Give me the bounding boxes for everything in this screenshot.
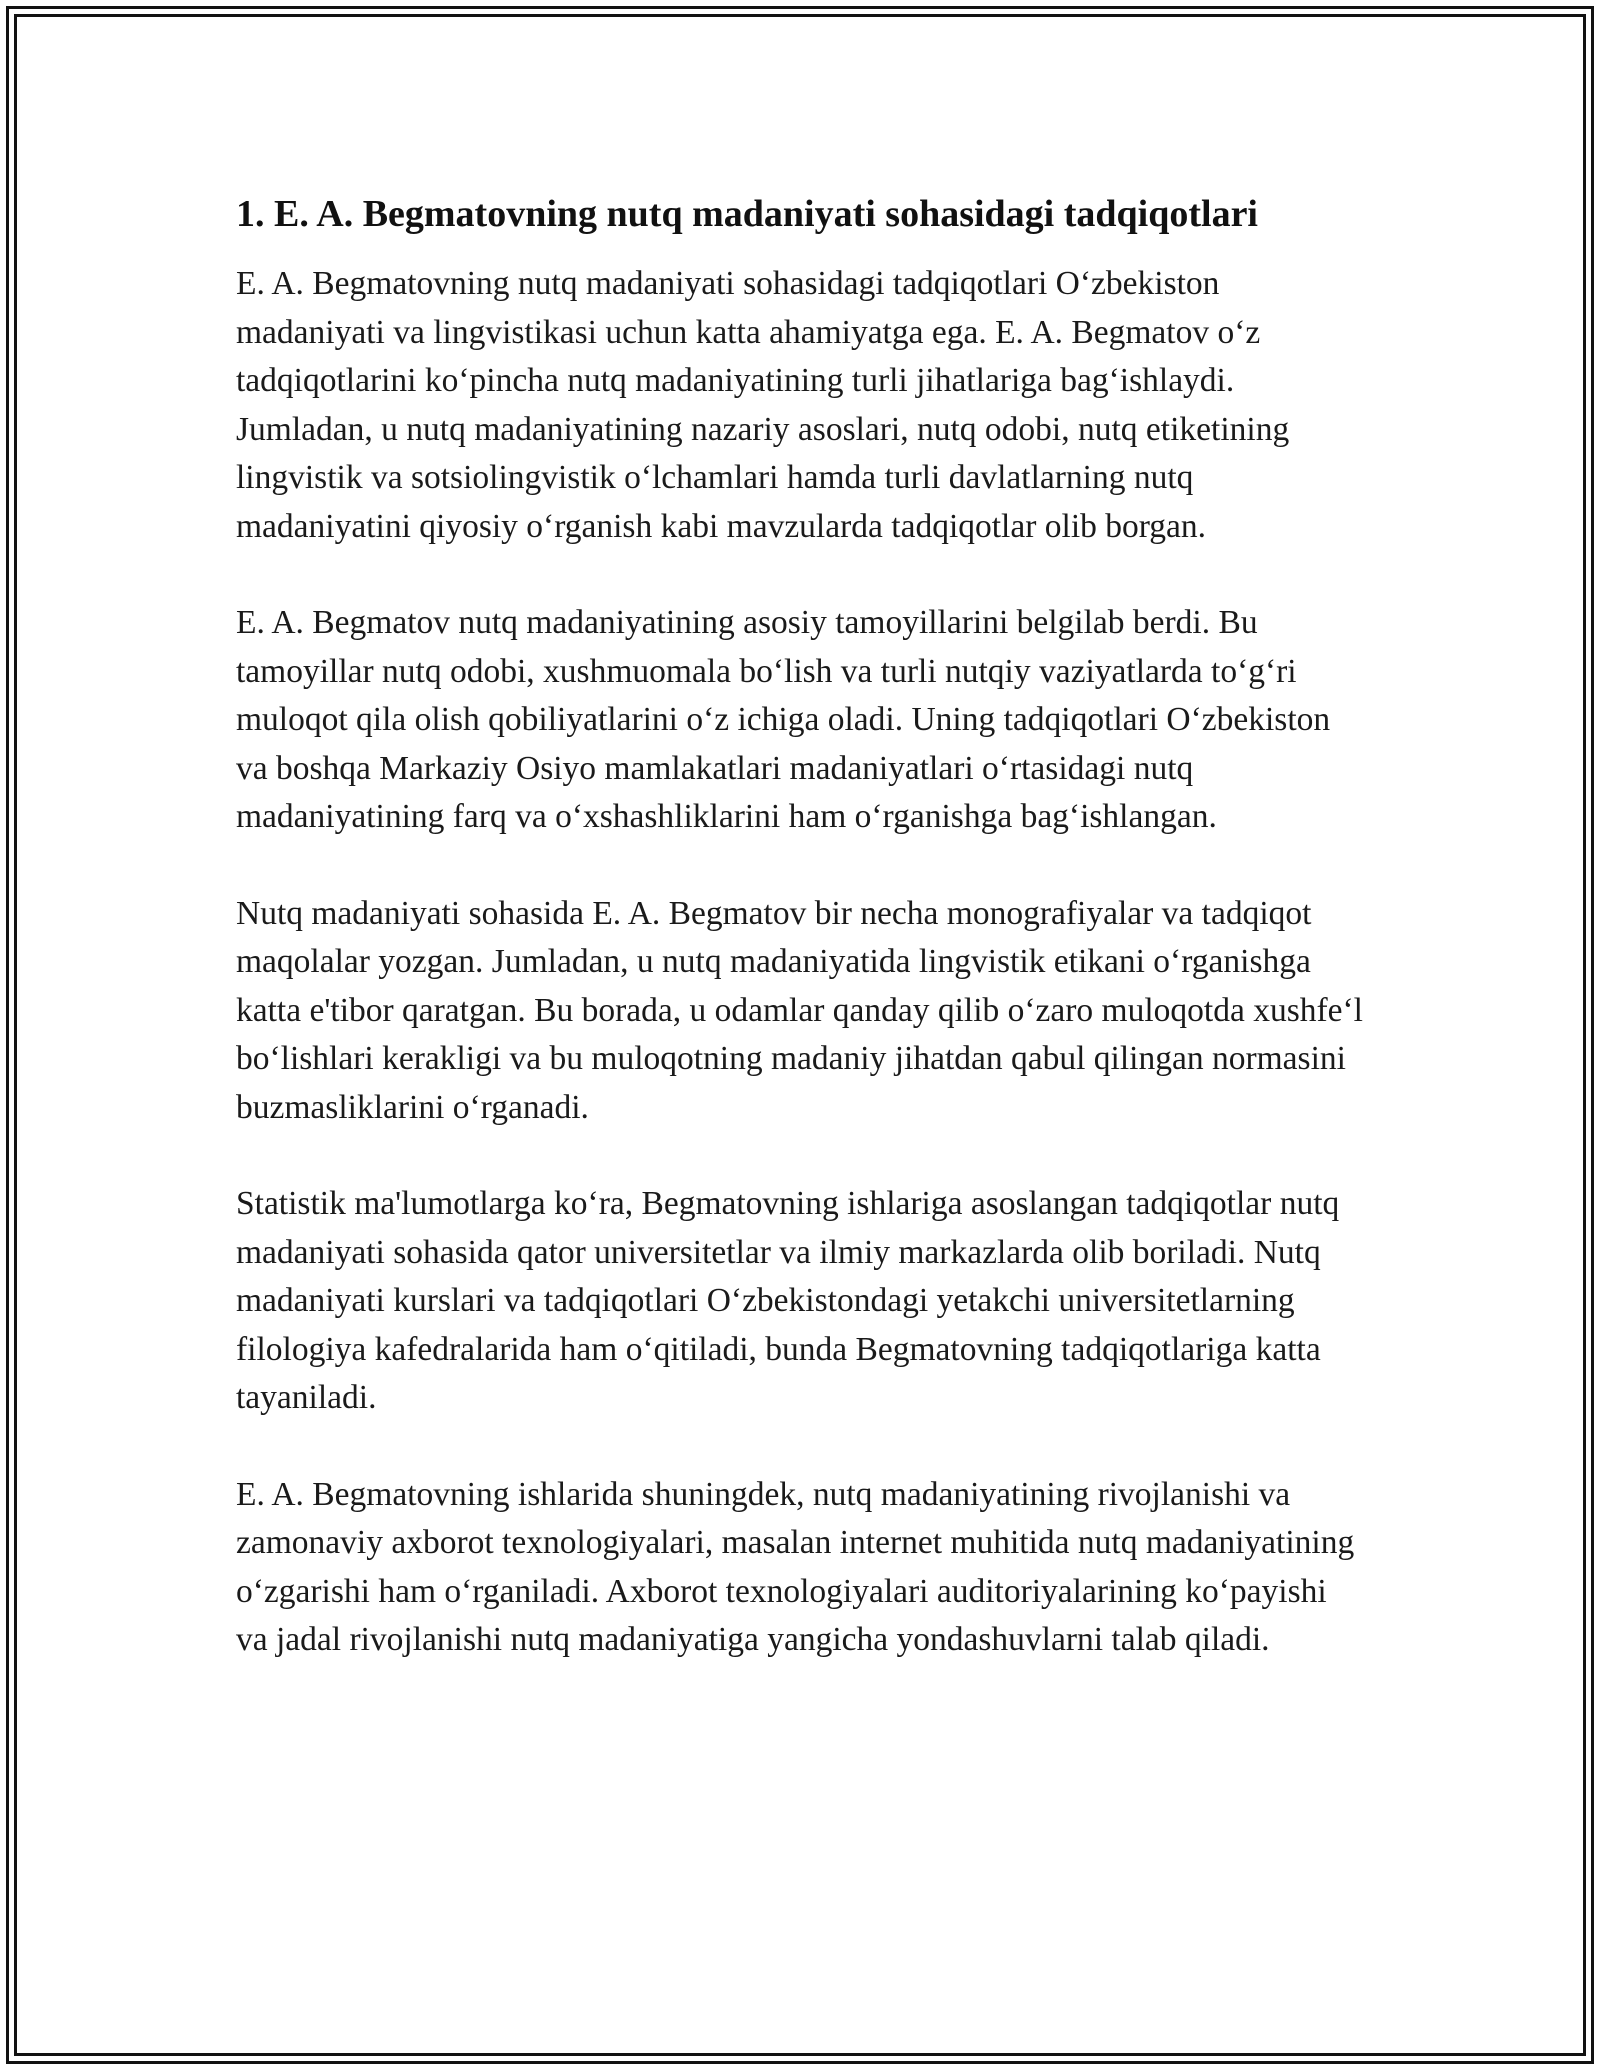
paragraph-4: Statistik ma'lumotlarga ko‘ra, Begmatovning ishlariga asoslangan tadqiqotlar nutq madaniyati sohasida qator universitetlar va ilmiy markazlarda olib boriladi. Nutq madaniyati kurslari va tadqiqotlari O‘zbekistondagi yetakchi universitetlarning filologiya kafedralarida ham o‘qitiladi, bunda Begmatovning tadqiqotlariga katta tayaniladi. [236, 1185, 1340, 1416]
paragraph-2: E. A. Begmatov nutq madaniyatining asosiy tamoyillarini belgilab berdi. Bu tamoyillar nutq odobi, xushmuomala bo‘lish va turli nutqiy vaziyatlarda to‘g‘ri muloqot qila olish qobiliyatlarini o‘z ichiga oladi. Uning tadqiqotlari O‘zbekiston va boshqa Markaziy Osiyo mamlakatlari madaniyatlari o‘rtasidagi nutq madaniyatining farq va o‘xshashliklarini ham o‘rganishga bag‘ishlangan. [236, 604, 1331, 835]
document-body [236, 190, 1366, 1713]
section-heading: 1. E. A. Begmatovning nutq madaniyati sohasidagi tadqiqotlari [236, 193, 1258, 235]
paragraph-5: E. A. Begmatovning ishlarida shuningdek, nutq madaniyatining rivojlanishi va zamonaviy axborot texnologiyalari, masalan internet muhitida nutq madaniyatining o‘zgarishi ham o‘rganiladi. Axborot texnologiyalari auditoriyalarining ko‘payishi va jadal rivojlanishi nutq madaniyatiga yangicha yondashuvlarni talab qiladi. [236, 1475, 1355, 1658]
paragraph-1: E. A. Begmatovning nutq madaniyati sohasidagi tadqiqotlari O‘zbekiston madaniyati va lingvistikasi uchun katta ahamiyatga ega. E. A. Begmatov o‘z tadqiqotlarini ko‘pincha nutq madaniyatining turli jihatlariga bag‘ishlaydi. Jumladan, u nutq madaniyatining nazariy asoslari, nutq odobi, nutq etiketining lingvistik va sotsiolingvistik o‘lchamlari hamda turli davlatlarning nutq madaniyatini qiyosiy o‘rganish kabi mavzularda tadqiqotlar olib borgan. [236, 265, 1290, 545]
paragraph-3: Nutq madaniyati sohasida E. A. Begmatov bir necha monografiyalar va tadqiqot maqolalar yozgan. Jumladan, u nutq madaniyatida lingvistik etikani o‘rganishga katta e'tibor qaratgan. Bu borada, u odamlar qanday qilib o‘zaro muloqotda xushfe‘l bo‘lishlari kerakligi va bu muloqotning madaniy jihatdan qabul qilingan normasini buzmasliklarini o‘rganadi. [236, 894, 1363, 1126]
